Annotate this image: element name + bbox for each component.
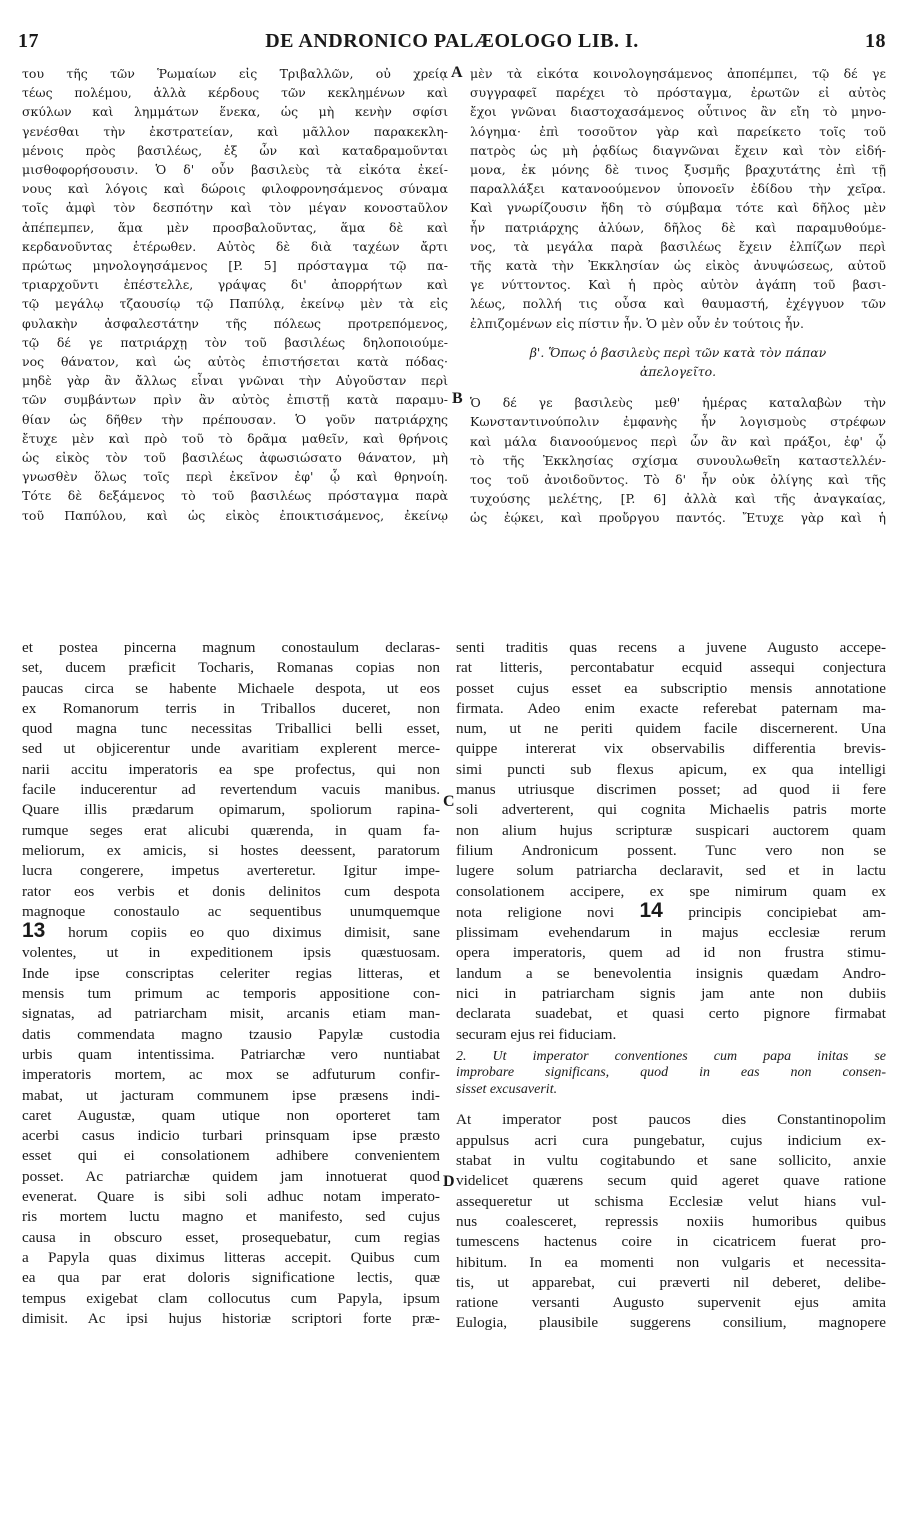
text-line: rator eos verbis et donis delinitos cum despota [22,882,440,900]
text-line: ris mortem luctu magno et manifesto, sed cujus [22,1208,440,1226]
text-line: appulsus acri cura pungebatur, cujus indicium ex- [456,1131,886,1149]
text-line: τῷ μεγάλῳ τζαουσίῳ τῷ Παπύλᾳ, ἐκείνῳ μὲν τὰ εἰς [22,296,448,312]
text-line: hibitum. In ea momenti non vulgaris et necessita- [456,1253,886,1271]
page-number-right: 18 [865,30,886,52]
text-line: acerbi casus indicio turbari prinsquam ipse præsto [22,1127,440,1145]
text-line: β'. Ὅπως ὁ βασιλεὺς περὶ τῶν κατὰ τὸν πάπαν [529,344,827,360]
text-line: μισθοφορήσουσιν. Ὁ δ' οὖν βασιλεὺς τὰ εἰκότα ἐκεί- [22,162,448,178]
margin-letter-c: C [443,793,455,810]
text-line: γενέσθαι τὴν ἐκστρατείαν, καὶ μᾶλλον παρακεκλη- [22,123,448,139]
text-line: consolationem accipere, ex spe nimirum quam ex [456,882,886,900]
text-line: plissimam evehendarum in majus ecclesiæ rerum [456,924,886,942]
page-number-left: 17 [18,30,39,52]
text-line: evenerat. Quare is sibi soli adhuc notam imperato- [22,1188,440,1206]
text-line: At imperator post paucos dies Constantinopolim [456,1111,886,1129]
text-line: κερδανοῦντας ἑτέρωθεν. Αὐτὸς δὲ διὰ ταχέων ἄρτι [22,238,448,254]
text-line: a Papyla quas diximus litteras accepit. Quibus cum [22,1248,440,1266]
text-line: νος θάνατον, καὶ ὡς αὐτὸς ἐπιστήσεται κατὰ πόδας· [22,354,448,370]
text-line: posset cujus esset ea subscriptio mensis annotatione [456,679,886,697]
text-line: ἔτυχε μὲν καὶ πρὸ τοῦ τὸ δρᾶμα μαθεῖν, καὶ θρήνοις [22,430,448,446]
text-line: simi puncti sub flexus apicum, ex qua intelligi [456,760,886,778]
text-line: φυλακὴν ἀσφαλεστάτην τῆς πόλεως προτρεπόμενος, [22,315,448,331]
text-line: τριαρχοῦντι ἐπέστελλε, γράψας δι' ἀπορρήτων καὶ [22,277,448,293]
text-line: causa in obscuro esset, prosequebatur, cum regias [22,1228,440,1246]
text-line: τος τοῦ ἀνοιδοῦντος. Τὸ δ' ἦν οὐκ ὀλίγης καὶ τῆς [470,472,886,488]
text-line: quippe intererat vix observabilis differentia brevis- [456,740,886,758]
text-line: tis, ut apparebat, cui præverti nil deberet, delibe- [456,1273,886,1291]
text-line: dimisit. Ac ipsi hujus historiæ scriptori forte præ- [22,1309,440,1327]
text-line: narii accitu imperatoris ea spe profectus, qui non [22,760,440,778]
text-line: videlicet quærens secum quid ageret quave ratione [456,1172,886,1190]
margin-number: 14 [639,901,663,922]
text-line: Τότε δὲ δεξάμενος τὸ τοῦ βασιλέως πρόσταγμα παρὰ [22,488,448,504]
text-line: filium Andronicum possent. Tunc vero non se [456,841,886,859]
text-line: πατρὸς ὡς μὴ ῥᾳδίως διαγνῶναι ἔχειν καὶ τὸν εἰδή- [470,142,886,158]
text-line: καὶ μάλα διανοούμενος περὶ ὧν ἂν καὶ πράξοι, ἐφ' ᾧ [470,433,886,449]
text-line: λέως, πολλή τις οὖσα καὶ θαυμαστή, ἐχέγγυον τῶν [470,296,886,312]
text-line: λόγημα· ἐπὶ τοσοῦτον γὰρ καὶ παρείκετο τοῖς τοῦ [470,123,886,139]
text-line: τῆς κατὰ τὴν Ἐκκλησίαν ὡς εἰκὸς ἀνυψώσεως, αὐτοῦ [470,258,886,274]
text-line: τέως πολέμου, ἀλλὰ κέρδους τῶν κεκλημένων καὶ [22,85,448,101]
text-line: datis commendata magno tzausio Papylæ custodia [22,1025,440,1043]
text-line: ἦν πατριάρχης ἀλύων, δῆλος δὲ καὶ παραμυθούμε- [470,219,886,235]
text-line: firmata. Adeo enim exacte referebat paternam ma- [456,699,886,717]
text-line: et postea pincerna magnum conostaulum declaras- [22,639,440,656]
chapter-heading-greek [470,343,886,381]
text-line: θίαν ὡς δῆθεν τὴν πρέπουσαν. Ὁ γοῦν πατριάρχης [22,411,448,427]
text-line: Inde ipse conscriptas celeriter regias litteras, et [22,964,440,982]
text-line: esset qui ei consolationem adhibere convenientem [22,1147,440,1165]
text-line: ex Romanorum terris in Triballos duceret, non [22,699,440,717]
margin-letter-b: B [452,390,463,407]
text-line: ratione versanti Augusto supervenit ejus amita [456,1294,886,1312]
text-line: νος, τὰ μεγάλα παρὰ βασιλέως ἔχειν ἐλπίζων περὶ [470,238,886,254]
text-line: nus coalesceret, repressis noxiis humoribus quibus [456,1212,886,1230]
text-line: τυχούσης μελέτης, [P. 6] ἀλλὰ καὶ τῆς ἀναγκαίας, [470,491,886,507]
text-line: mensis tum primum ac temporis appositione con- [22,985,440,1003]
text-line: γε νύττοντος. Καὶ ἡ πρὸς αὐτὸν ἀγάπη τοῦ βασι- [470,277,886,293]
text-line: τὸ τῆς Ἐκκλησίας σχίσμα συνουλωθεῖη καταστελλέν- [470,452,886,468]
text-line: lucra congerere, impetus averteretur. Igitur impe- [22,862,440,880]
text-line: securam ejus rei fiduciam. [456,1025,617,1043]
text-line: assequeretur ut schisma Ecclesiæ velut hians vul- [456,1192,886,1210]
text-line: Quare illis prædarum opimarum, spoliorum rapina- [22,801,440,819]
latin-column-right [456,638,886,1334]
text-line: urbis quam intentissima. Patriarchæ vero nuntiabat [22,1045,440,1063]
text-line: imperatoris mortem, ac mox se adfuturum confir- [22,1066,440,1084]
text-line: sisset excusaverit. [456,1081,558,1097]
text-line: rumque seges erat alicubi quærenda, in quam fa- [22,821,440,839]
text-line: συγγραφεῖ παρέχει τὸ πρόσταγμα, ἐρωτῶν εἰ αὐτὸς [470,85,886,101]
text-line: τοῖς ἀμφὶ τὸν δεσπότην καὶ τὸν μέγαν κονοστaῦλον [22,200,448,216]
latin-column-left [22,638,440,1329]
text-line: νους καὶ λόγοις καὶ δώροις φιλοφρονησάμενος σύναμα [22,181,448,197]
text-line: Κωνσταντινούπολιν ἐμφανὴς ἦν λογισμοὺς στρέφων [470,414,886,430]
text-line: sed ut objicerentur unde avaritiam explerent merce- [22,740,440,758]
text-line: σκύλων καὶ λημμάτων ἕνεκα, ὡς μὴ κενὴν σφίσι [22,104,448,120]
text-line: τοῦ Παπύλου, καὶ ὡς εἰκὸς ἐποικτισάμενος, ἐκείνῳ [22,507,448,523]
text-line: Ὁ δέ γε βασιλεὺς μεθ' ἡμέρας καταλαβὼν τὴν [470,395,886,411]
text-line: signatas, ad patriarcham misit, arcanis etiam man- [22,1005,440,1023]
text-line: lugere solum patriarcha declaravit, sed et in lactu [456,862,886,880]
text-line: μονα, ἐκ μόνης δὲ τινος ξυσμῆς βραχυτάτης ἐπὶ τῇ [470,162,886,178]
running-title: DE ANDRONICO PALÆOLOGO LIB. I. [265,30,639,52]
text-line: stabat in vultu cogitabundo et sane sollicito, anxie [456,1152,886,1170]
text-line: mabat, ut jacturam communem ipse præsens indi- [22,1086,440,1104]
text-line: volentes, ut in expeditionem ipsis quæstuosam. [22,944,440,962]
greek-column-right [470,64,886,528]
text-line: soli adverterent, qui cognita Michaelis patris morte [456,801,886,819]
text-line: μένοις πρὸς βασιλέως, ἐξ ὧν καὶ καταδραμοῦνται [22,142,448,158]
text-line: set, ducem præficit Tocharis, Romanas copias non [22,659,440,677]
text-line: πρώτως μηνολογησάμενος [P. 5] πρόσταγμα τῷ πα- [22,258,448,274]
text-line: ὡς εἰκὸς τὸν τοῦ βασιλέως ἀφωσιώσατο θάνατον, μὴ [22,450,448,466]
text-line: ἀπελογεῖτο. [639,364,717,380]
text-line: Καὶ γνωρίζουσιν ἤδη τὸ σύμβαμα τότε καὶ δῆλος μὲν [470,200,886,216]
text-line: τῷ δέ γε πατριάρχῃ τὸν τοῦ βασιλέως δηλοποιούμε- [22,334,448,350]
text-line: μὲν τὰ εἰκότα κοινολογησάμενος ἀποπέμπει, τῷ δέ γε [470,66,886,81]
text-line: manus utriusque discrimen posset; ad quod ii fere [456,781,886,799]
margin-number: 13 [22,922,46,943]
text-line: παραλλάξει κατανοούμενον ὑπονοεῖν ἐδίδου τὴν χεῖρα. [470,181,886,197]
text-line: τῶν συμβάντων πρὶν ἂν αὐτὸς ἐπιστῇ κατὰ παραμυ- [22,392,448,408]
text-line: landum a se benevolentia insignis quædam Andro- [456,964,886,982]
text-line: nota religione novi 14 principis concipiebat am- [456,902,886,923]
text-line: tempus exigebat clam collocutus cum Papyla, ipsum [22,1289,440,1307]
text-line: opera imperatoris, quem ad id non frustra stimu- [456,944,886,962]
text-line: caret Augustæ, quam utique non oporteret tam [22,1106,440,1124]
text-line: num, ut ne periti quidem facile discernerent. Una [456,720,886,738]
greek-column-left [22,64,448,525]
text-line: του τῆς τῶν Ῥωμαίων εἰς Τριβαλλῶν, οὐ χρείᾳ [22,66,448,81]
text-line: Eulogia, plausibile suggerens consilium, magnopere [456,1314,886,1332]
text-line: meliorum, ex amicis, si hostes deessent, paratorum [22,841,440,859]
text-line: ὡς ἐῴκει, καὶ προὔργου παντός. Ἔτυχε γὰρ καὶ ἡ [470,510,886,526]
text-line: magnoque conostaulo ac sequentibus unumquemque [22,902,440,920]
text-line: facile inducerentur ad revertendum vacuis manibus. [22,781,440,799]
text-line: posset. Ac patriarchæ quidem jam innotuerat quod [22,1167,440,1185]
text-line: senti traditis quas recens a juvene Augusto accepe- [456,639,886,656]
text-line: improbare significans, quod in eas non consen- [456,1065,886,1081]
text-line: γνωσθὲν ὅλως τοῖς περὶ ἐκεῖνον ἐφ' ᾧ καὶ θρηνοίη. [22,469,448,485]
text-line: nici in patriarcham signis jam ante non dubiis [456,985,886,1003]
text-line: μηδὲ γὰρ ἂν ἄλλως εἶναι γνῶναι τὴν Αὐγοῦσταν περὶ [22,373,448,389]
text-line: ἀπέπεμπεν, ἅμα μὲν προσβαλοῦντας, ἅμα δὲ καὶ [22,219,448,235]
section-heading-latin [456,1049,886,1099]
text-line: ἔχοι γνῶναι διαστοχασάμενος οὗτινος ἂν εἴη τὸ μηνο- [470,104,886,120]
text-line: rat litteris, percontabatur ecquid assequi conjectura [456,659,886,677]
text-line: tumescens hactenus coire in cicatricem fuerat pro- [456,1233,886,1251]
text-line: quod magna tunc necessitas Triballici belli esset, [22,720,440,738]
margin-letter-a: A [451,64,463,81]
text-line: paucas circa se habente Michaele despota, ut eos [22,679,440,697]
text-line: ἐλπιζομένων εἰς πίστιν ἦν. Ὁ μὲν οὖν ἐν τούτοις ἦν. [470,315,804,331]
text-line: non alium hujus scripturæ suspicari auctorem quam [456,821,886,839]
text-line: ea qua par erat doloris significatione lectis, quæ [22,1269,440,1287]
text-line: declarata suadebat, et quasi certo pignore firmabat [456,1005,886,1023]
running-header [18,30,886,56]
margin-letter-d: D [443,1173,455,1190]
text-line: 13 horum copiis eo quo diximus dimisit, sane [22,922,440,943]
text-line: 2. Ut imperator conventiones cum papa initas se [456,1048,886,1064]
